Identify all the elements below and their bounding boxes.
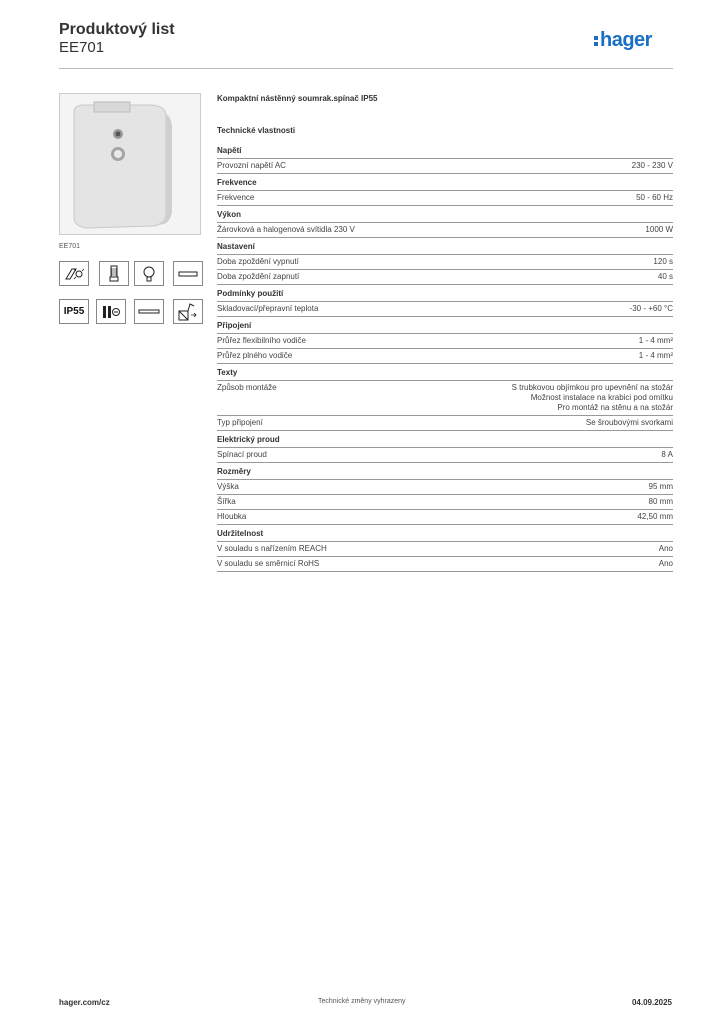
spec-row [217,349,673,364]
product-photo [59,93,201,235]
spec-group [217,435,673,463]
spec-value: -30 - +60 °C [629,304,673,313]
connection-terminal-icon [96,299,126,324]
photo-caption: EE701 [59,243,81,250]
spec-group [217,289,673,317]
spec-group [217,146,673,174]
logo-text: hager [600,29,652,51]
ip55-label: IP55 [63,306,85,317]
logo-colon-icon [594,34,598,48]
footer-date: 04.09.2025 [631,998,672,1007]
spec-row [217,191,673,206]
bulb-icon [134,261,164,286]
spec-row [217,495,673,510]
spec-label: Provozní napětí AC [217,161,286,170]
spec-row [217,255,673,270]
spec-group-title: Výkon [217,210,673,223]
light-sensor-icon [59,261,89,286]
spec-value: 230 - 230 V [631,161,673,170]
spec-group-title: Připojení [217,321,673,334]
fluorescent-icon [173,261,203,286]
spec-group [217,529,673,572]
spec-row [217,223,673,238]
footer-website: hager.com/cz [59,998,110,1007]
ip55-badge [59,299,89,324]
spec-label: Spínací proud [217,450,267,459]
spec-row [217,159,673,174]
spec-row [217,542,673,557]
spec-groups [217,146,673,572]
spec-label: Skladovací/přepravní teplota [217,304,319,313]
spec-value: 8 A [661,450,673,459]
spec-group-title: Podmínky použití [217,289,673,302]
spec-group [217,467,673,525]
spec-row [217,270,673,285]
spec-row [217,381,673,416]
spec-label: Doba zpoždění zapnutí [217,272,300,281]
spec-content [217,94,673,576]
spec-group-title: Rozměry [217,467,673,480]
spec-label: Průřez flexibilního vodiče [217,336,306,345]
spec-label: Doba zpoždění vypnutí [217,257,299,266]
spec-row [217,510,673,525]
product-code: EE701 [59,39,105,56]
spec-value: 120 s [653,257,673,266]
spec-value: 1 - 4 mm² [638,336,673,345]
spec-value: 42,50 mm [637,512,673,521]
spec-value: 40 s [657,272,673,281]
spec-value: Ano [658,559,673,568]
lamp-tube-icon [99,261,129,286]
spec-row [217,334,673,349]
spec-group-title: Udržitelnost [217,529,673,542]
spec-group-title: Napětí [217,146,673,159]
spec-label: Výška [217,482,239,491]
spec-label: Typ připojení [217,418,263,427]
spec-group [217,321,673,364]
spec-group-title: Texty [217,368,673,381]
spec-label: Průřez plného vodiče [217,351,293,360]
spec-label: Způsob montáže [217,383,277,392]
spec-label: V souladu s nařízením REACH [217,544,327,553]
spec-row [217,448,673,463]
spec-group [217,178,673,206]
wire-icon [134,299,164,324]
spec-value: 1 - 4 mm² [638,351,673,360]
spec-group [217,368,673,431]
spec-label: V souladu se směrnicí RoHS [217,559,320,568]
footer-notice: Technické změny vyhrazeny [318,998,406,1005]
spec-label: Hloubka [217,512,247,521]
product-name: Kompaktní nástěnný soumrak.spínač IP55 [217,94,378,103]
spec-row [217,480,673,495]
spec-value: Ano [658,544,673,553]
spec-group-title: Nastavení [217,242,673,255]
spec-value: Se šroubovými svorkami [585,418,673,427]
spec-label: Žárovková a halogenová svítidla 230 V [217,225,355,234]
spec-group-title: Frekvence [217,178,673,191]
spec-row [217,302,673,317]
header-divider [59,68,673,69]
spec-row [217,557,673,572]
spec-label: Šířka [217,497,236,506]
hager-logo [594,29,652,52]
page-title: Produktový list [59,21,175,38]
spec-row [217,416,673,431]
spec-heading: Technické vlastnosti [217,126,296,135]
spec-value: 50 - 60 Hz [636,193,673,202]
wall-mount-icon [173,299,203,324]
spec-value: 80 mm [648,497,673,506]
spec-value: 1000 W [645,225,673,234]
spec-group [217,242,673,285]
spec-group [217,210,673,238]
spec-group-title: Elektrický proud [217,435,673,448]
spec-value: S trubkovou objímkou pro upevnění na stožár Možnost instalace na krabici pod omítku Pro montáž na stěnu a na stožár [511,383,673,412]
spec-value: 95 mm [648,482,673,491]
spec-label: Frekvence [217,193,255,202]
